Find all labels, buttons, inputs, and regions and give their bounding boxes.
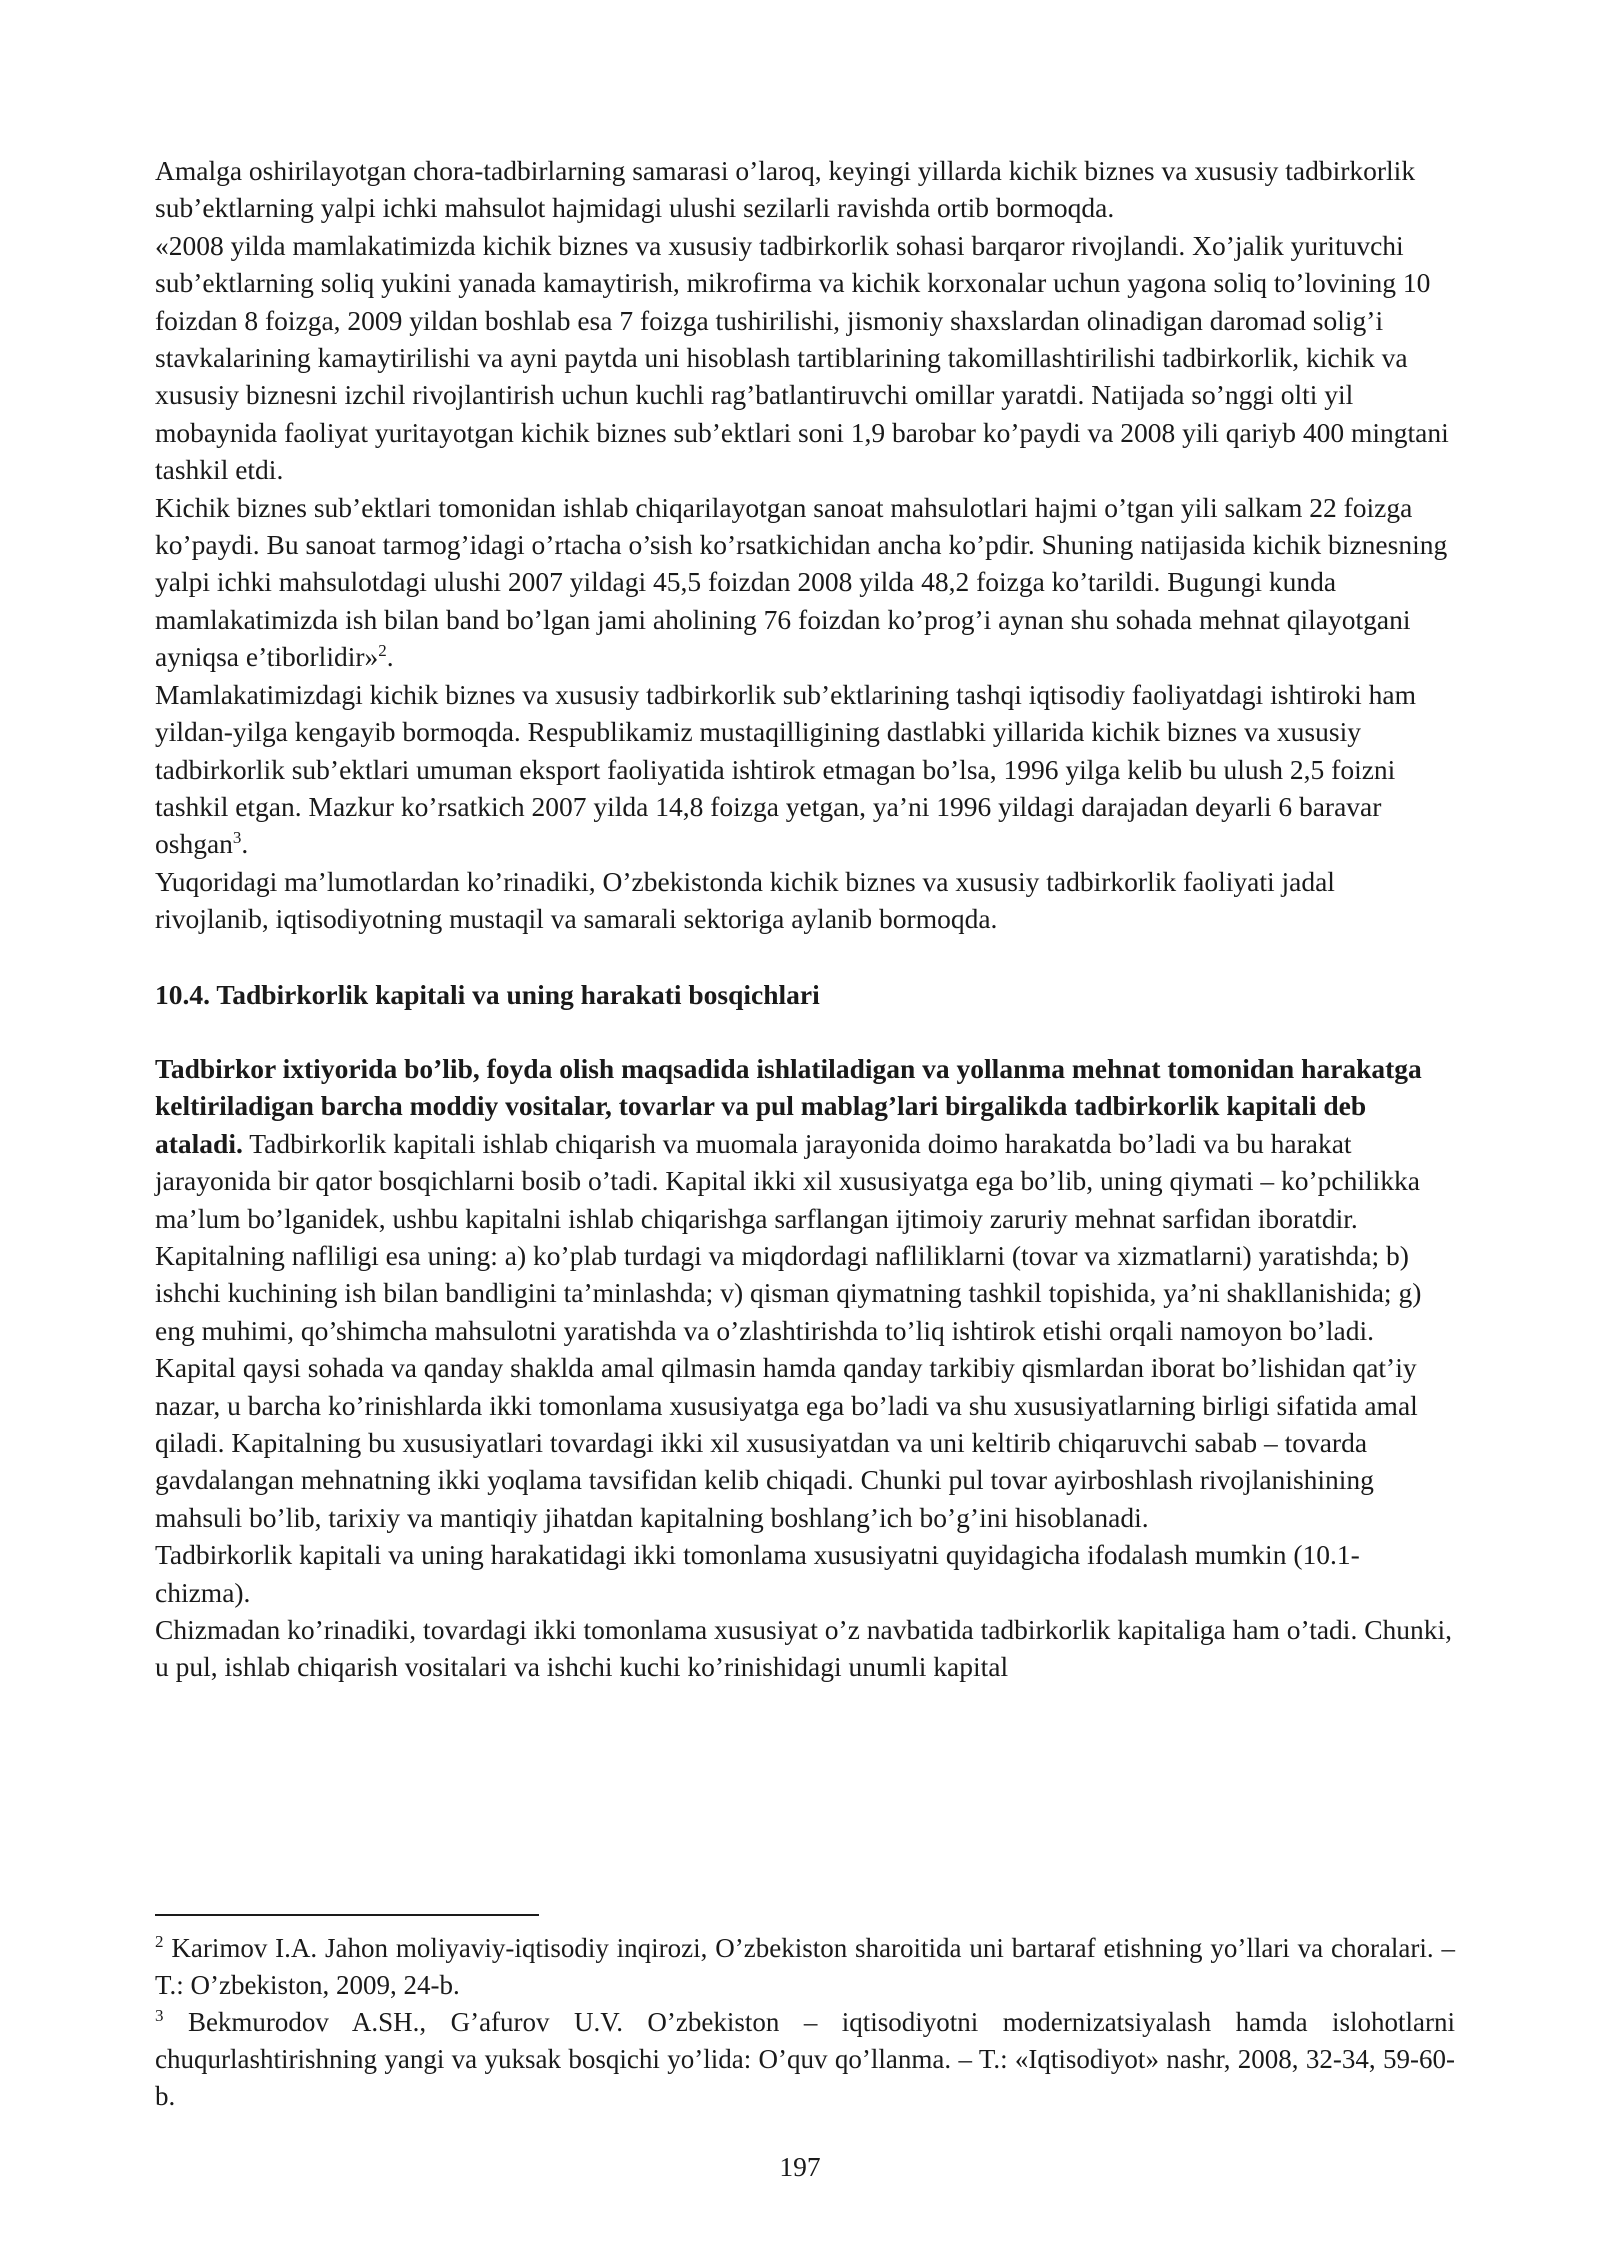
paragraph-quote-2008 xyxy=(155,227,1455,489)
paragraph-text: Chizmadan ko’rinadiki, tovardagi ikki tomonlama xususiyat o’z navbatida tadbirkorlik kapitaliga ham o’tadi. Chunki, u pul, ishlab chiqarish vositalari va ishchi kuchi ko’rinishidagi unumli kapital xyxy=(155,1614,1453,1683)
footnote-separator xyxy=(155,1914,539,1916)
footnote-ref-3[interactable]: 3 xyxy=(232,828,242,848)
paragraph-diagram-explanation xyxy=(155,1611,1455,1686)
footnote-3 xyxy=(155,2004,1455,2115)
footnote-mark: 3 xyxy=(155,2006,164,2025)
definition-bold-text: Tadbirkor ixtiyorida bo’lib, foyda olish maqsadida ishlatiladigan va yollanma mehnat tomonidan harakatga keltiriladigan barcha moddiy vositalar, tovarlar va pul mablag’lari birgalikda tadbirkorlik kapitali deb ataladi. xyxy=(155,1052,1422,1159)
section-heading: 10.4. Tadbirkorlik kapitali va uning harakati bosqichlari xyxy=(155,978,820,1010)
paragraph-text: Mamlakatimizdagi kichik biznes va xususiy tadbirkorlik sub’ektlarining tashqi iqtisodiy faoliyatdagi ishtiroki ham yildan-yilga kengayib bormoqda. Respublikamiz mustaqilligining dastlabki yillarida kichik biznes va xususiy tadbirkorlik sub’ektlari umuman eksport faoliyatida ishtirok etmagan bo’lsa, 1996 yilga kelib bu ulush 2,5 foizni tashkil etgan. Mazkur ko’rsatkich 2007 yilda 14,8 foizga yetgan, ya’ni 1996 yildagi darajadan deyarli 6 baravar oshgan xyxy=(155,678,1416,860)
paragraph-diagram-reference xyxy=(155,1536,1455,1611)
paragraph-text: Amalga oshirilayotgan chora-tadbirlarning samarasi o’laroq, keyingi yillarda kichik biznes va xususiy tadbirkorlik sub’ektlarning yalpi ichki mahsulot hajmidagi ulushi sezilarli ravishda ortib bormoqda. xyxy=(155,155,1416,224)
paragraph-text: Kapital qaysi sohada va qanday shaklda amal qilmasin hamda qanday tarkibiy qismlardan iborat bo’lishidan qat’iy nazar, u barcha ko’rinishlarda ikki tomonlama xususiyatga ega bo’ladi va shu xususiyatlarning birligi sifatida amal qiladi. Kapitalning bu xususiyatlari tovardagi ikki xil xususiyatdan va uni keltirib chiqaruvchi sabab – tovarda gavdalangan mehnatning ikki yoqlama tavsifidan kelib chiqadi. Chunki pul tovar ayirboshlash rivojlanishining mahsuli bo’lib, tarixiy va mantiqiy jihatdan kapitalning boshlang’ich bo’g’ini hisoblanadi. xyxy=(155,1352,1418,1533)
footnote-text: Bekmurodov A.SH., G’afurov U.V. O’zbekiston – iqtisodiyotni modernizatsiyalash hamda islohotlarni chuqurlashtirishning yangi va yuksak bosqichi yo’lida: O’quv qo’llanma. – T.: «Iqtisodiyot» nashr, 2008, 32-34, 59-60-b. xyxy=(155,2007,1455,2111)
paragraph-text: Tadbirkorlik kapitali va uning harakatidagi ikki tomonlama xususiyatni quyidagicha ifodalash mumkin (10.1-chizma). xyxy=(155,1539,1360,1608)
paragraph-text: «2008 yilda mamlakatimizda kichik biznes va xususiy tadbirkorlik sohasi barqaror rivojlandi. Xo’jalik yurituvchi sub’ektlarning soliq yukini yanada kamaytirish, mikrofirma va kichik korxonalar uchun yagona soliq to’lovining 10 foizdan 8 foizga, 2009 yildan boshlab esa 7 foizga tushirilishi, jismoniy shaxslardan olinadigan daromad solig’i stavkalarining kamaytirilishi va ayni paytda uni hisoblash tartiblarining takomillashtirilishi tadbirkorlik, kichik va xususiy biznesni izchil rivojlantirish uchun kuchli rag’batlantiruvchi omillar yaratdi. Natijada so’nggi olti yil mobaynida faoliyat yuritayotgan kichik biznes sub’ektlari soni 1,9 barobar ko’paydi va 2008 yili qariyb 400 mingtani tashkil etdi. xyxy=(155,229,1449,486)
page-number: 197 xyxy=(779,2151,821,2182)
paragraph-small-business-share xyxy=(155,152,1455,227)
footnotes xyxy=(155,1930,1455,2115)
paragraph-foreign-trade xyxy=(155,676,1455,863)
paragraph-text-end: . xyxy=(386,641,394,673)
footnote-ref-2[interactable]: 2 xyxy=(378,641,387,661)
page-body xyxy=(155,152,1455,1686)
heading-spacer xyxy=(155,1013,1455,1050)
paragraph-industrial-output xyxy=(155,489,1455,676)
footnote-2 xyxy=(155,1930,1455,2004)
footnote-text: Karimov I.A. Jahon moliyaviy-iqtisodiy inqirozi, O’zbekiston sharoitida uni bartaraf etishning yo’llari va choralari. – T.: O’zbekiston, 2009, 24-b. xyxy=(155,1933,1455,2000)
paragraph-text: Yuqoridagi ma’lumotlardan ko’rinadiki, O’zbekistonda kichik biznes va xususiy tadbirkorlik faoliyati jadal rivojlanib, iqtisodiyotning mustaqil va samarali sektoriga aylanib bormoqda. xyxy=(155,865,1335,935)
paragraph-conclusion xyxy=(155,863,1455,938)
definition-regular-text: Tadbirkorlik kapitali ishlab chiqarish va muomala jarayonida doimo harakatda bo’ladi va bu harakat jarayonida bir qator bosqichlarni bosib o’tadi. Kapital ikki xil xususiyatga ega bo’lib, uning qiymati – ko’pchilikka ma’lum bo’lganidek, ushbu kapitalni ishlab chiqarishga sarflangan ijtimoiy zaruriy mehnat sarfidan iboratdir. Kapitalning nafliligi esa uning: a) ko’plab turdagi va miqdordagi nafliliklarni (tovar va xizmatlarni) yaratishda; b) ishchi kuchining ish bilan bandligini ta’minlashda; v) qisman qiymatning tashkil topishida, ya’ni shakllanishida; g) eng muhimi, qo’shimcha mahsulotni yaratishda va o’zlashtirishda to’liq ishtirok etishi orqali namoyon bo’ladi. xyxy=(155,1127,1422,1346)
paragraph-text: Kichik biznes sub’ektlari tomonidan ishlab chiqarilayotgan sanoat mahsulotlari hajmi o’tgan yili salkam 22 foizga ko’paydi. Bu sanoat tarmog’idagi o’rtacha o’sish ko’rsatkichidan ancha ko’pdir. Shuning natijasida kichik biznesning yalpi ichki mahsulotdagi ulushi 2007 yildagi 45,5 foizdan 2008 yilda 48,2 foizga ko’tarildi. Bugungi kunda mamlakatimizda ish bilan band bo’lgan jami aholining 76 foizdan ko’prog’i aynan shu sohada mehnat qilayotgani ayniqsa e’tiborlidir» xyxy=(155,491,1448,673)
paragraph-capital-properties xyxy=(155,1349,1455,1536)
paragraph-text-end: . xyxy=(241,828,249,860)
footnote-mark: 2 xyxy=(155,1932,164,1951)
paragraph-definition xyxy=(155,1050,1455,1349)
